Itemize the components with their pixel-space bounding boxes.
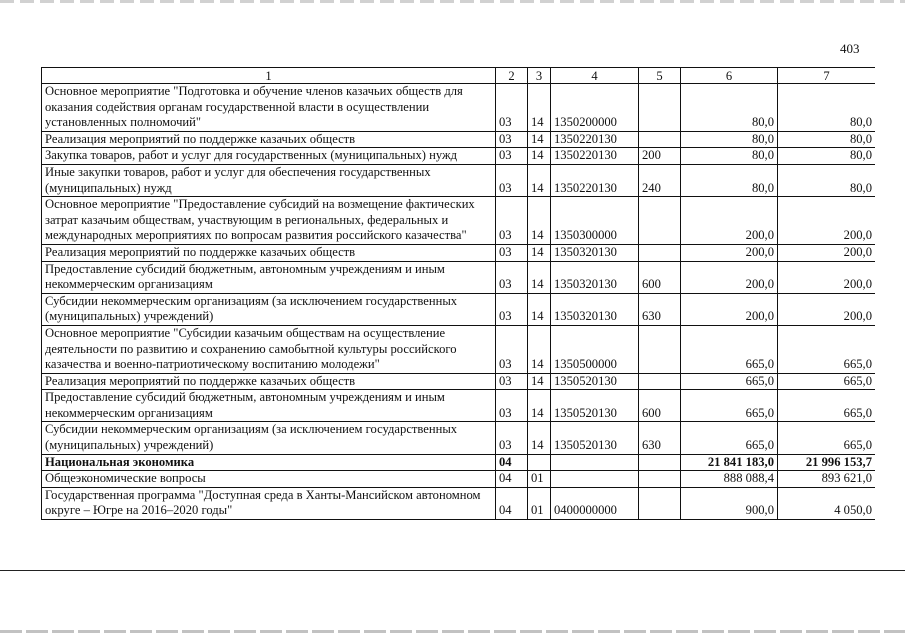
amount-col7-cell: 80,0 [778,84,876,132]
amount-col7-cell: 200,0 [778,244,876,261]
amount-col7-cell: 665,0 [778,422,876,454]
target-article-cell [551,471,639,488]
expense-type-cell [639,197,681,245]
amount-col6-cell: 200,0 [681,244,778,261]
table-row [42,487,876,519]
section-code-cell: 03 [496,390,528,422]
scan-edge-top [0,0,905,3]
table-row [42,148,876,165]
amount-col7-cell: 80,0 [778,131,876,148]
section-code-cell: 03 [496,261,528,293]
section-code-cell: 03 [496,197,528,245]
amount-col6-cell: 665,0 [681,325,778,373]
row-name-cell: Национальная экономика [42,454,496,471]
target-article-cell: 1350520130 [551,373,639,390]
row-name-cell: Иные закупки товаров, работ и услуг для обеспечения государственных (муниципальных) нужд [42,164,496,196]
expense-type-cell [639,244,681,261]
expense-type-cell [639,84,681,132]
header-cell-4: 4 [551,68,639,84]
section-code-cell: 03 [496,373,528,390]
amount-col6-cell: 200,0 [681,293,778,325]
table-row [42,454,876,471]
amount-col7-cell: 200,0 [778,261,876,293]
amount-col7-cell: 200,0 [778,197,876,245]
expense-type-cell: 200 [639,148,681,165]
page-cut-line [0,570,905,571]
table-row [42,164,876,196]
subsection-code-cell: 14 [528,164,551,196]
header-cell-7: 7 [778,68,876,84]
expense-type-cell [639,131,681,148]
table-row [42,390,876,422]
subsection-code-cell: 14 [528,373,551,390]
subsection-code-cell: 14 [528,293,551,325]
expense-type-cell [639,454,681,471]
target-article-cell: 1350320130 [551,293,639,325]
row-name-cell: Основное мероприятие "Предоставление субсидий на возмещение фактических затрат казачьим обществам, участвующим в региональных, федеральных и международных мероприятиях по вопросам развития российского казачества" [42,197,496,245]
row-name-cell: Субсидии некоммерческим организациям (за исключением государственных (муниципальных) учреждений) [42,293,496,325]
table-row [42,131,876,148]
section-code-cell: 03 [496,244,528,261]
target-article-cell: 0400000000 [551,487,639,519]
table-row [42,84,876,132]
expense-type-cell [639,487,681,519]
amount-col6-cell: 21 841 183,0 [681,454,778,471]
row-name-cell: Предоставление субсидий бюджетным, автономным учреждениям и иным некоммерческим организациям [42,261,496,293]
section-code-cell: 03 [496,422,528,454]
target-article-cell: 1350300000 [551,197,639,245]
header-cell-1: 1 [42,68,496,84]
target-article-cell: 1350520130 [551,390,639,422]
section-code-cell: 04 [496,487,528,519]
target-article-cell [551,454,639,471]
subsection-code-cell: 14 [528,131,551,148]
amount-col6-cell: 80,0 [681,148,778,165]
amount-col7-cell: 665,0 [778,390,876,422]
section-code-cell: 03 [496,148,528,165]
amount-col7-cell: 4 050,0 [778,487,876,519]
subsection-code-cell: 14 [528,244,551,261]
section-code-cell: 03 [496,84,528,132]
expense-type-cell: 630 [639,422,681,454]
subsection-code-cell: 14 [528,197,551,245]
row-name-cell: Государственная программа "Доступная среда в Ханты-Мансийском автономном округе – Югре на 2016–2020 годы" [42,487,496,519]
section-code-cell: 04 [496,454,528,471]
target-article-cell: 1350220130 [551,164,639,196]
page-number: 403 [840,41,860,56]
row-name-cell: Закупка товаров, работ и услуг для государственных (муниципальных) нужд [42,148,496,165]
amount-col7-cell: 200,0 [778,293,876,325]
row-name-cell: Реализация мероприятий по поддержке казачьих обществ [42,131,496,148]
expense-type-cell [639,373,681,390]
budget-table-container [41,67,875,570]
expense-type-cell [639,471,681,488]
table-header-row [42,68,876,84]
amount-col7-cell: 80,0 [778,164,876,196]
section-code-cell: 03 [496,325,528,373]
target-article-cell: 1350200000 [551,84,639,132]
amount-col6-cell: 200,0 [681,261,778,293]
expense-type-cell: 600 [639,261,681,293]
amount-col6-cell: 200,0 [681,197,778,245]
row-name-cell: Реализация мероприятий по поддержке казачьих обществ [42,373,496,390]
amount-col7-cell: 21 996 153,7 [778,454,876,471]
expense-type-cell: 630 [639,293,681,325]
table-row [42,244,876,261]
section-code-cell: 04 [496,471,528,488]
subsection-code-cell: 14 [528,148,551,165]
scan-edge-bottom [0,630,905,633]
row-name-cell: Общеэкономические вопросы [42,471,496,488]
header-cell-3: 3 [528,68,551,84]
expense-type-cell: 240 [639,164,681,196]
amount-col6-cell: 665,0 [681,373,778,390]
subsection-code-cell: 14 [528,390,551,422]
subsection-code-cell: 14 [528,325,551,373]
amount-col6-cell: 80,0 [681,84,778,132]
table-row [42,293,876,325]
target-article-cell: 1350320130 [551,261,639,293]
subsection-code-cell: 14 [528,261,551,293]
row-name-cell: Основное мероприятие "Подготовка и обучение членов казачьих обществ для оказания содействия органам государственной власти в осуществлении установленных полномочий" [42,84,496,132]
table-row [42,471,876,488]
header-cell-5: 5 [639,68,681,84]
amount-col6-cell: 665,0 [681,422,778,454]
expense-type-cell: 600 [639,390,681,422]
table-row [42,373,876,390]
table-row [42,325,876,373]
subsection-code-cell [528,454,551,471]
target-article-cell: 1350520130 [551,422,639,454]
row-name-cell: Субсидии некоммерческим организациям (за исключением государственных (муниципальных) учреждений) [42,422,496,454]
row-name-cell: Предоставление субсидий бюджетным, автономным учреждениям и иным некоммерческим организациям [42,390,496,422]
row-name-cell: Основное мероприятие "Субсидии казачьим обществам на осуществление деятельности по развитию и сохранению самобытной культуры российского казачества и военно-патриотическому воспитанию молодежи" [42,325,496,373]
section-code-cell: 03 [496,131,528,148]
row-name-cell: Реализация мероприятий по поддержке казачьих обществ [42,244,496,261]
target-article-cell: 1350220130 [551,131,639,148]
budget-table [41,67,875,520]
subsection-code-cell: 14 [528,84,551,132]
subsection-code-cell: 14 [528,422,551,454]
amount-col6-cell: 80,0 [681,164,778,196]
amount-col7-cell: 80,0 [778,148,876,165]
amount-col7-cell: 665,0 [778,325,876,373]
table-row [42,422,876,454]
amount-col7-cell: 893 621,0 [778,471,876,488]
target-article-cell: 1350500000 [551,325,639,373]
amount-col6-cell: 900,0 [681,487,778,519]
subsection-code-cell: 01 [528,471,551,488]
header-cell-2: 2 [496,68,528,84]
amount-col6-cell: 888 088,4 [681,471,778,488]
amount-col6-cell: 80,0 [681,131,778,148]
header-cell-6: 6 [681,68,778,84]
expense-type-cell [639,325,681,373]
table-row [42,261,876,293]
section-code-cell: 03 [496,293,528,325]
target-article-cell: 1350220130 [551,148,639,165]
section-code-cell: 03 [496,164,528,196]
target-article-cell: 1350320130 [551,244,639,261]
subsection-code-cell: 01 [528,487,551,519]
amount-col6-cell: 665,0 [681,390,778,422]
amount-col7-cell: 665,0 [778,373,876,390]
table-row [42,197,876,245]
